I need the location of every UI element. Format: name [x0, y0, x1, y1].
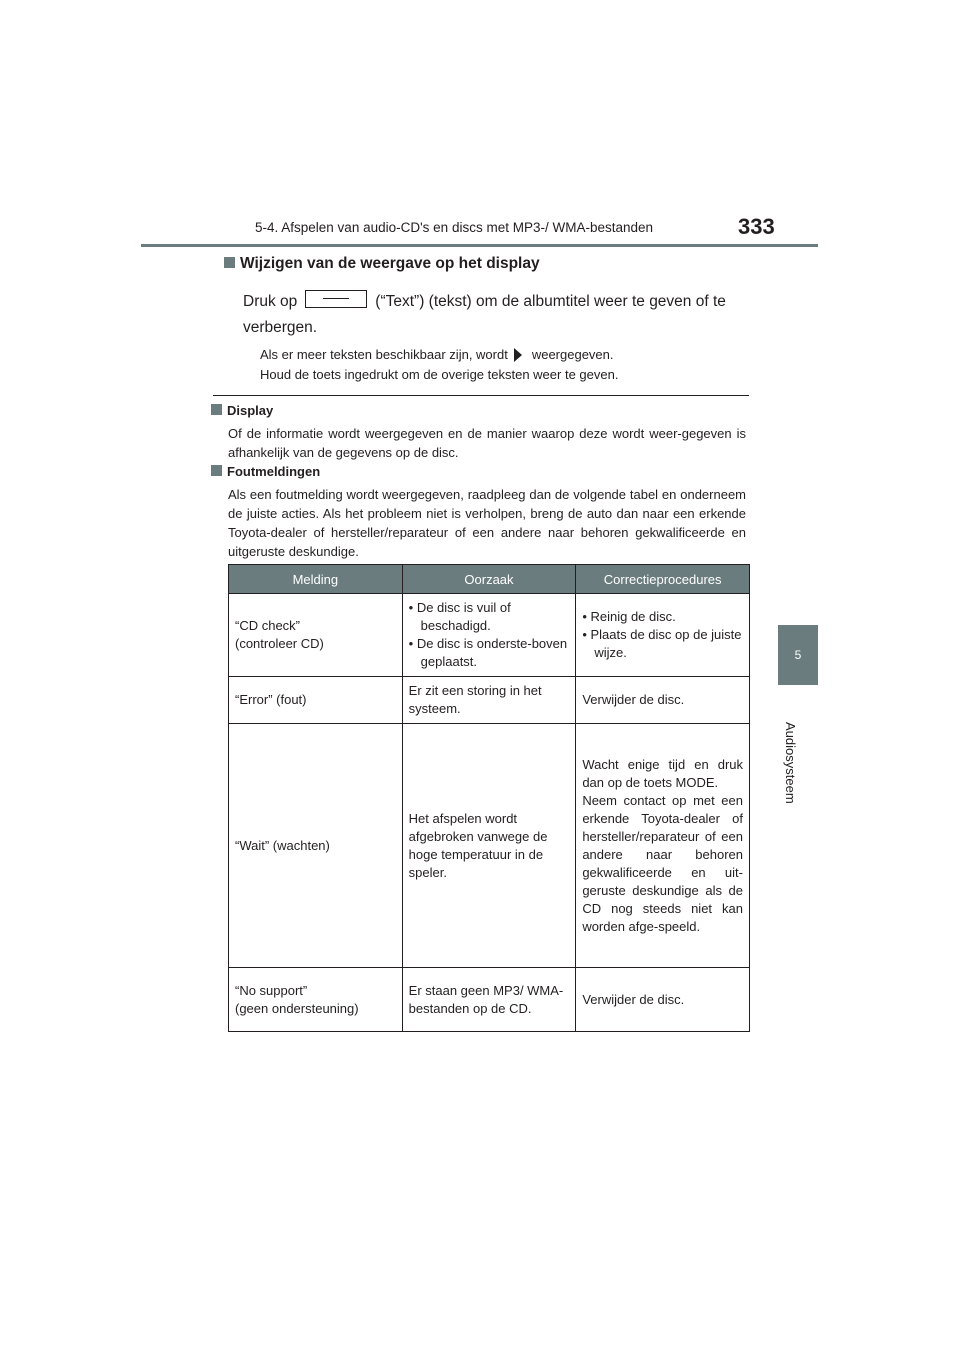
oorzaak-cell: Er staan geen MP3/ WMA-bestanden op de CD.	[402, 968, 576, 1032]
table-header-row	[229, 565, 750, 594]
display-body: Of de informatie wordt weergegeven en de manier waarop deze wordt weer-gegeven is afhankelijk van de gegevens op de disc.	[228, 426, 746, 460]
chapter-tab	[778, 625, 818, 685]
correctie-cell: Verwijder de disc.	[576, 968, 750, 1032]
cell-bullet: • Reinig de disc.	[582, 609, 676, 624]
correctie-cell: Verwijder de disc.	[576, 677, 750, 724]
square-bullet-icon	[224, 257, 235, 268]
chapter-number: 5	[794, 648, 802, 662]
cell-line: (geen ondersteuning)	[235, 1000, 359, 1016]
cell-bullet: • De disc is onderste-boven geplaatst.	[408, 636, 568, 669]
table-row	[229, 677, 750, 724]
section-heading	[224, 255, 540, 273]
square-bullet-icon	[211, 465, 222, 476]
foutmeldingen-heading	[211, 464, 320, 479]
step-note	[260, 345, 750, 384]
header-rule	[141, 244, 818, 247]
section-title: Wijzigen van de weergave op het display	[240, 255, 540, 272]
cell-line: “CD check”	[235, 618, 301, 633]
column-header-correctie: Correctieprocedures	[576, 565, 750, 594]
table-row	[229, 594, 750, 677]
error-table	[228, 564, 750, 1032]
square-bullet-icon	[211, 404, 222, 415]
text-key-icon	[305, 290, 367, 308]
cell-bullet: • De disc is vuil of beschadigd.	[408, 600, 511, 633]
cell-line: (controleer CD)	[235, 636, 324, 651]
correctie-cell	[576, 594, 750, 677]
oorzaak-cell: Het afspelen wordt afgebroken vanwege de hoge temperatuur in de speler.	[402, 724, 576, 968]
page-number: 333	[738, 214, 775, 239]
column-header-oorzaak: Oorzaak	[402, 565, 576, 594]
display-title: Display	[227, 403, 274, 418]
melding-cell: “Wait” (wachten)	[229, 724, 403, 968]
chapter-label: Audiosysteem	[783, 722, 798, 804]
melding-cell	[229, 594, 403, 677]
step-text-before: Druk op	[243, 293, 298, 310]
table-row	[229, 724, 750, 968]
table-row	[229, 968, 750, 1032]
correctie-cell	[576, 724, 750, 968]
melding-cell	[229, 968, 403, 1032]
arrow-right-icon	[514, 348, 522, 362]
column-header-melding: Melding	[229, 565, 403, 594]
oorzaak-cell	[402, 594, 576, 677]
cell-bullet: • Plaats de disc op de juiste wijze.	[582, 627, 742, 660]
section-divider	[213, 395, 749, 396]
melding-cell: “Error” (fout)	[229, 677, 403, 724]
step-text-after: (“Text”) (tekst) om de albumtitel weer te geven of te verbergen.	[243, 293, 726, 336]
step-instruction	[243, 289, 753, 341]
note-text-after: weergegeven.	[531, 347, 614, 362]
note-line-2: Houd de toets ingedrukt om de overige teksten weer te geven.	[260, 366, 619, 382]
cell-line: Wacht enige tijd en druk dan op de toets MODE.	[582, 756, 743, 790]
foutmeldingen-body: Als een foutmelding wordt weergegeven, raadpleeg dan de volgende tabel en onderneem de juiste acties. Als het probleem niet is verholpen, breng de auto dan naar een erkende Toyota-dealer of hersteller/reparateur of een andere naar behoren gekwalificeerde en uitgeruste deskundige.	[228, 487, 746, 559]
cell-line: Neem contact op met een erkende Toyota-dealer of hersteller/reparateur of een andere naar behoren gekwalificeerde en uit-geruste deskundige als de CD nog steeds niet kan worden afge-speeld.	[582, 792, 743, 934]
foutmeldingen-title: Foutmeldingen	[227, 464, 321, 479]
display-heading	[211, 403, 273, 418]
cell-line: “No support”	[235, 982, 308, 998]
note-text-before: Als er meer teksten beschikbaar zijn, wordt	[260, 347, 508, 362]
header-section-title: 5-4. Afspelen van audio-CD's en discs met MP3-/ WMA-bestanden	[255, 220, 654, 235]
oorzaak-cell: Er zit een storing in het systeem.	[402, 677, 576, 724]
